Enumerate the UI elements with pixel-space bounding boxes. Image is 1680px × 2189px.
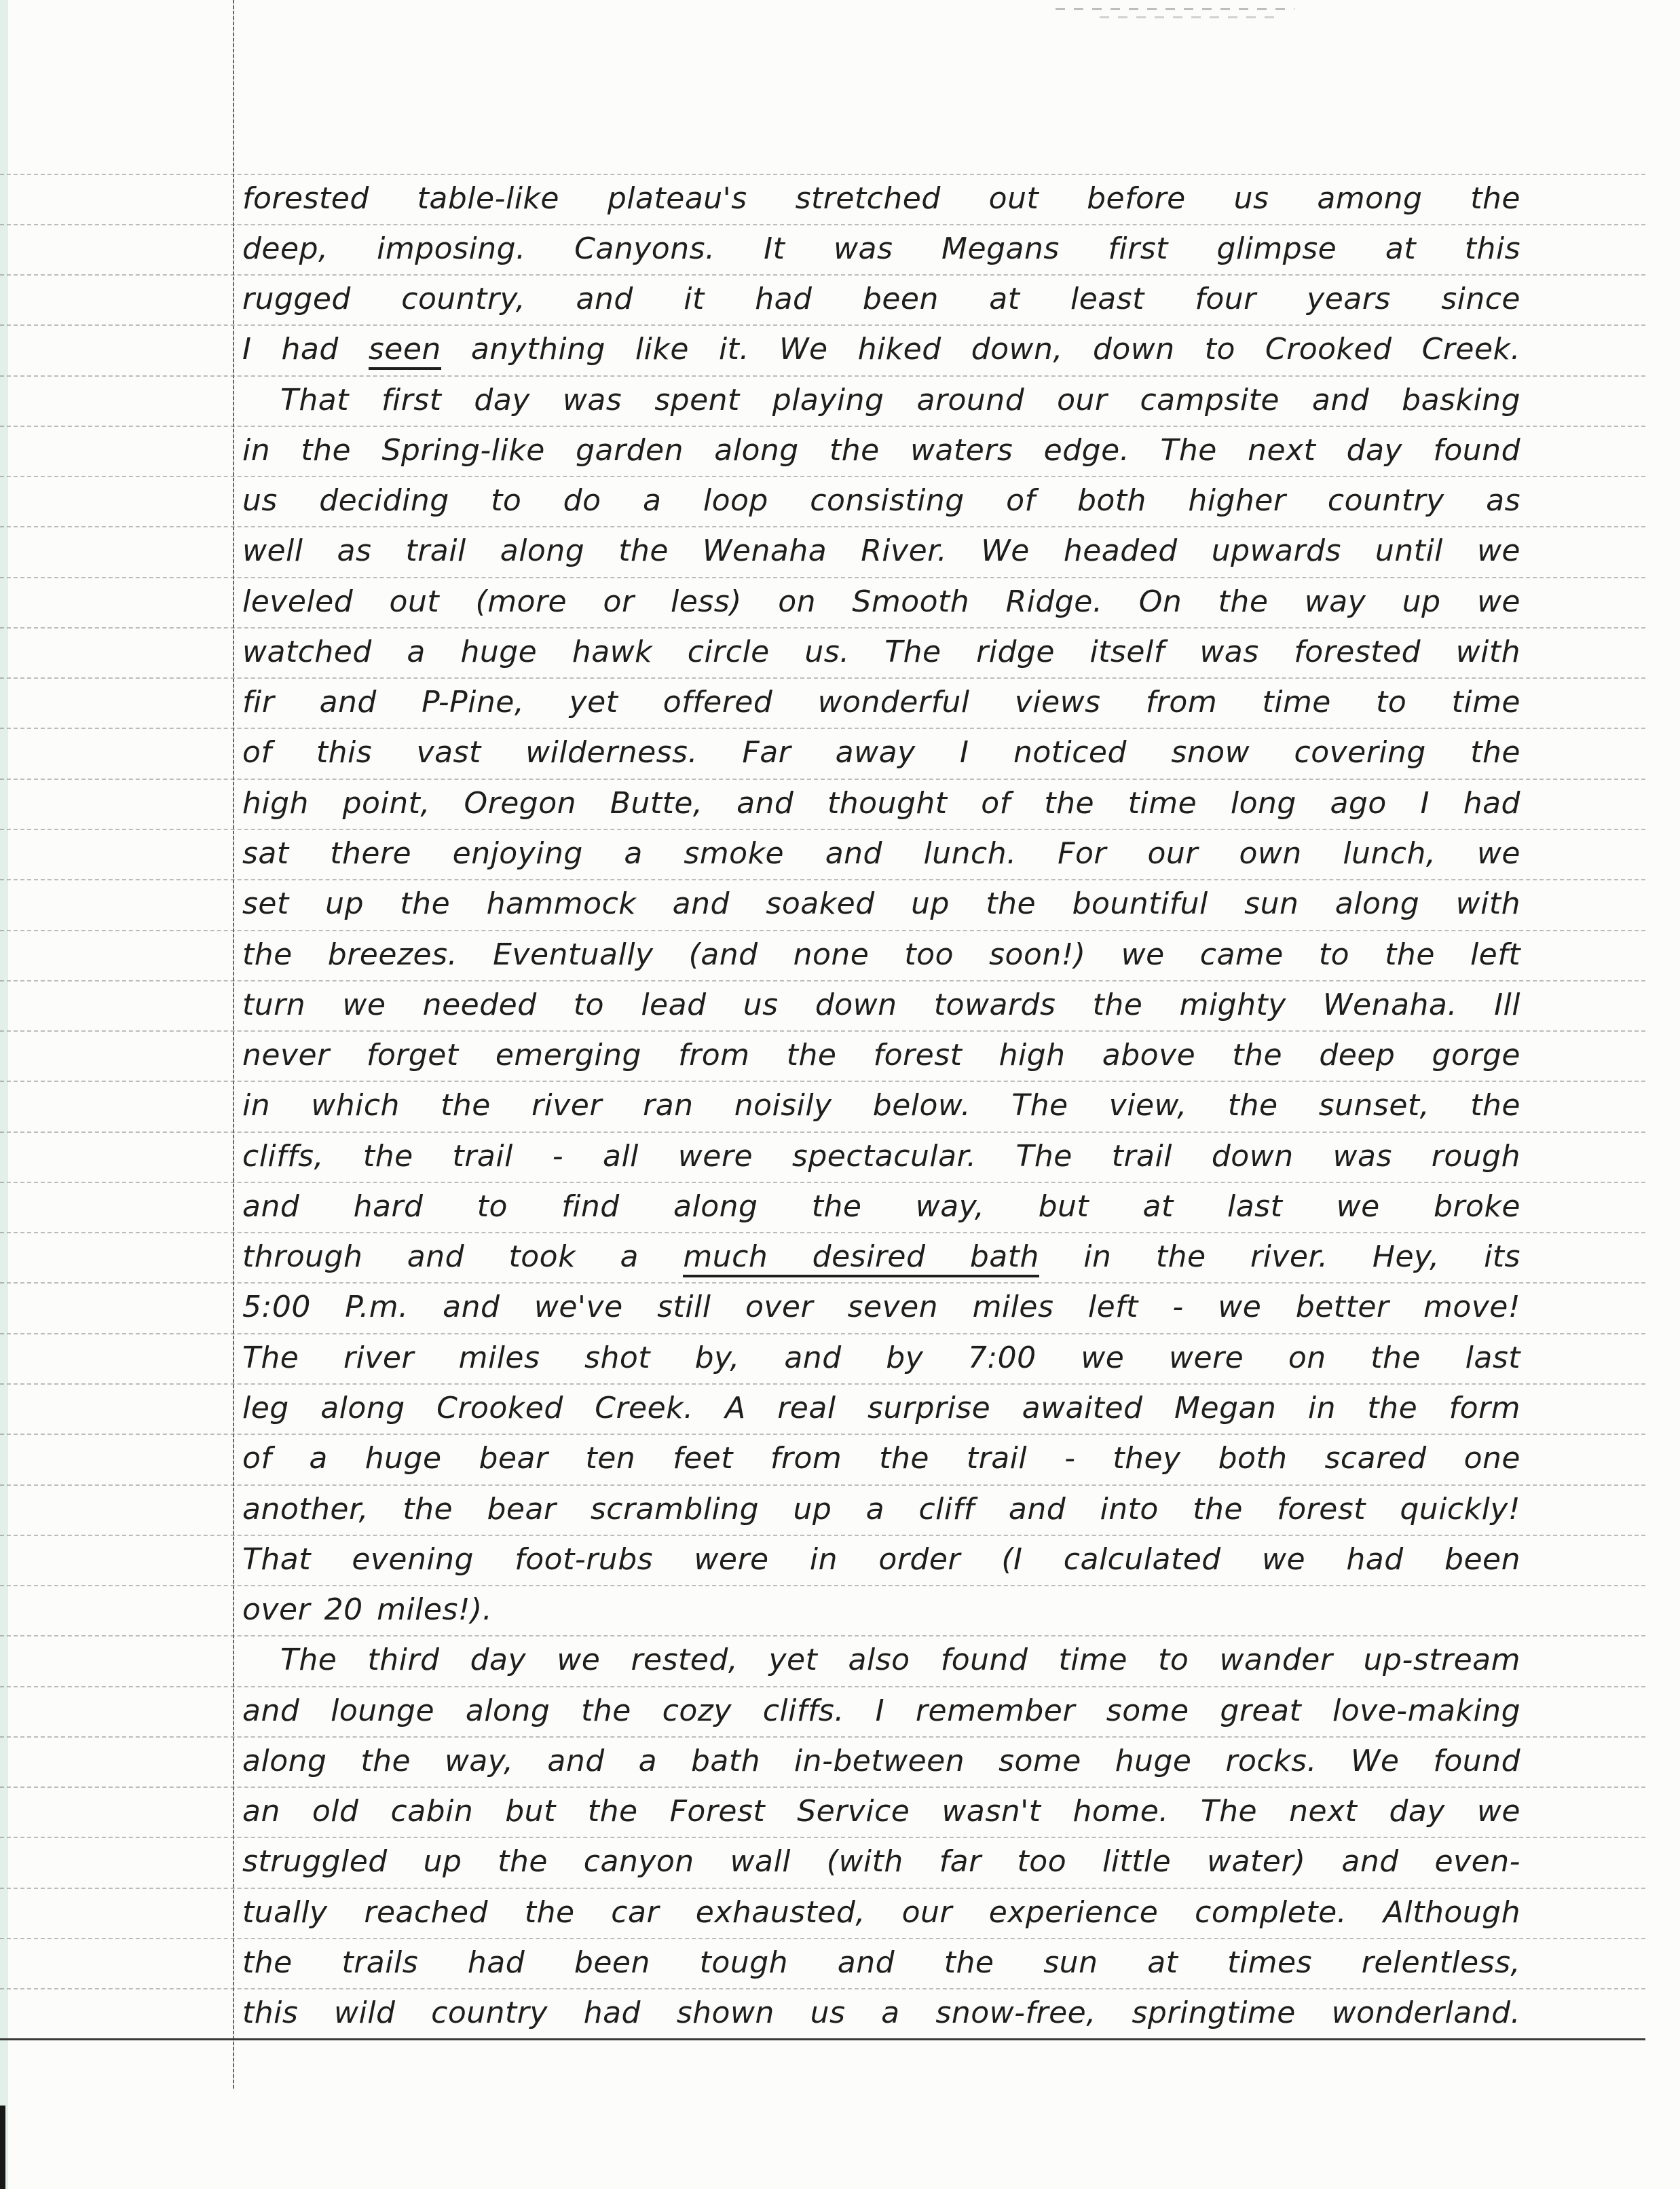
page-edge-tint	[0, 0, 8, 2189]
handwriting-line: the breezes. Eventually (and none too soon!) we came to the left	[242, 937, 1520, 972]
handwriting-line	[242, 324, 1520, 375]
handwriting-line: sat there enjoying a smoke and lunch. For our own lunch, we	[242, 836, 1520, 871]
handwriting-line: rugged country, and it had been at least four years since	[242, 282, 1520, 317]
handwriting-line: deep, imposing. Canyons. It was Megans first glimpse at this	[242, 231, 1520, 266]
handwriting-line: turn we needed to lead us down towards the mighty Wenaha. Ill	[242, 987, 1520, 1022]
handwriting-line: high point, Oregon Butte, and thought of the time long ago I had	[242, 785, 1520, 821]
handwriting-line: this wild country had shown us a snow-free, springtime wonderland.	[242, 1996, 1520, 2031]
handwriting-segment: through and took a	[242, 1239, 684, 1275]
handwriting-line: us deciding to do a loop consisting of both higher country as	[242, 483, 1520, 519]
handwriting-line: cliffs, the trail - all were spectacular. The trail down was rough	[242, 1138, 1520, 1174]
handwriting-line: 5:00 P.m. and we've still over seven miles left - we better move!	[242, 1290, 1520, 1325]
handwriting-line: struggled up the canyon wall (with far too little water) and even-	[242, 1844, 1520, 1879]
handwriting-line: leg along Crooked Creek. A real surprise awaited Megan in the form	[242, 1390, 1520, 1425]
scan-smudge-top-2	[1100, 16, 1283, 18]
handwriting-line: never forget emerging from the forest high above the deep gorge	[242, 1038, 1520, 1073]
handwriting-line: fir and P-Pine, yet offered wonderful views from time to time	[242, 685, 1520, 720]
handwriting-line: set up the hammock and soaked up the bountiful sun along with	[242, 886, 1520, 922]
underlined-handwriting-segment: much desired bath	[683, 1239, 1039, 1277]
handwriting-line: and hard to find along the way, but at last we broke	[242, 1189, 1520, 1224]
handwriting-line	[242, 1232, 1520, 1283]
handwriting-line: forested table-like plateau's stretched out before us among the	[242, 181, 1520, 216]
handwriting-line: along the way, and a bath in-between some huge rocks. We found	[242, 1743, 1520, 1778]
handwriting-line: of a huge bear ten feet from the trail - they both scared one	[242, 1441, 1520, 1476]
handwriting-line: The river miles shot by, and by 7:00 we were on the last	[242, 1340, 1520, 1375]
handwriting-segment: in the river. Hey, its	[1039, 1239, 1520, 1275]
handwriting-line: and lounge along the cozy cliffs. I remember some great love-making	[242, 1693, 1520, 1728]
handwriting-line: That evening foot-rubs were in order (I calculated we had been	[242, 1541, 1520, 1577]
scan-artifact-bottom-left	[0, 2106, 5, 2189]
handwriting-line: in which the river ran noisily below. The view, the sunset, the	[242, 1088, 1520, 1123]
handwriting-line: well as trail along the Wenaha River. We headed upwards until we	[242, 534, 1520, 569]
handwriting-line: over 20 miles!).	[242, 1592, 493, 1628]
handwriting-line: tually reached the car exhausted, our experience complete. Although	[242, 1894, 1520, 1930]
handwriting-line: The third day we rested, yet also found time to wander up-stream	[280, 1643, 1520, 1678]
handwriting-line: of this vast wilderness. Far away I noticed snow covering the	[242, 735, 1520, 770]
handwriting-segment: anything like it. We hiked down, down to Crooked Creek.	[441, 332, 1520, 367]
margin-line	[233, 0, 234, 2089]
handwriting-line: the trails had been tough and the sun at times relentless,	[242, 1945, 1520, 1980]
handwriting-line: leveled out (more or less) on Smooth Ridge. On the way up we	[242, 584, 1520, 619]
scan-smudge-top	[1056, 8, 1294, 10]
handwriting-line: an old cabin but the Forest Service wasn't home. The next day we	[242, 1794, 1520, 1829]
handwriting-line: another, the bear scrambling up a cliff and into the forest quickly!	[242, 1491, 1520, 1527]
handwriting-segment: I had	[242, 332, 369, 367]
handwriting-line: in the Spring-like garden along the waters edge. The next day found	[242, 432, 1520, 468]
handwriting-line: That first day was spent playing around our campsite and basking	[280, 382, 1520, 417]
underlined-handwriting-segment: seen	[369, 332, 441, 370]
handwriting-line: watched a huge hawk circle us. The ridge itself was forested with	[242, 634, 1520, 669]
